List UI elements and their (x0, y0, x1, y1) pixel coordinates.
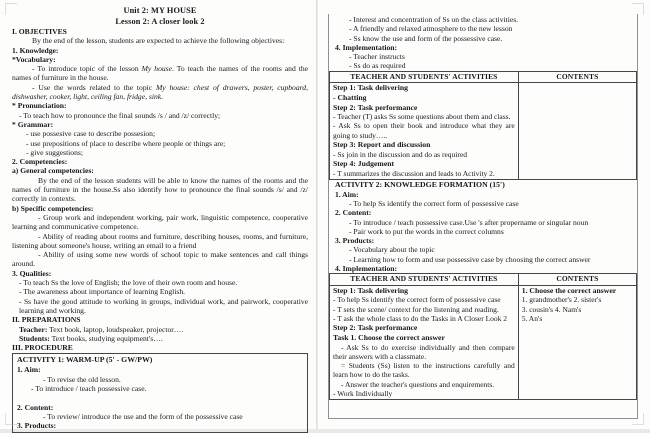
t1-step3: Step 3: Report and discussion (333, 140, 431, 150)
crop-mark-bottom-left (5, 413, 17, 425)
activity-1-implementation-1: - Teacher instructs (349, 52, 405, 62)
table-row (330, 83, 637, 179)
vocab-2-part-a: - Use the words related to the topic (32, 82, 156, 92)
activity-1-box (12, 353, 308, 433)
t2-item-whole-class: - T ask the whole class to do the Tasks in A Closer Look 2 (333, 314, 508, 324)
activity-1-product-1: - Interest and concentration of Ss on the class activities. (349, 15, 519, 24)
qualities-heading: 3. Qualities: (12, 268, 52, 278)
activity-1-spacer (17, 393, 304, 402)
vocab-1-part-b: . To teach the names of the rooms and the names of furniture in the house. (12, 64, 308, 83)
vocabulary-item-2 (12, 83, 308, 102)
activity-1-continued (329, 14, 637, 71)
table-header-row (330, 71, 637, 83)
table1-contents-cell (518, 83, 636, 179)
activity-1-product-3: - Ss know the use and form of the possessive case. (349, 33, 503, 43)
vocabulary-heading: *Vocabulary: (12, 54, 56, 64)
specific-competencies-heading: b) Specific competencies: (12, 203, 94, 213)
activity-1-aim-1: - To revise the old lesson. (43, 374, 121, 384)
t2-step2: Step 2: Task performance (333, 323, 418, 333)
preparations-students-label: Students: (19, 333, 50, 343)
quality-item-3: - Ss have the good attitude to working in groups, individual work, and pairwork, cooperative learning and working. (19, 296, 308, 315)
specific-competencies-item-2: - Ability of reading about rooms and furniture, describing houses, rooms, and furniture, listening about someone's house, writing an email to a friend (12, 231, 308, 250)
activity-1-aim-2: - To introduce / teach possessive case. (31, 383, 147, 393)
activity-1-table (329, 71, 637, 180)
t2-item-exercise: - Ask Ss to do exercise individually and then compare their answers with a classmate. (333, 342, 515, 361)
t2-step1: Step 1: Task delivering (333, 285, 408, 295)
table1-activities-cell (330, 83, 519, 179)
page-left (0, 0, 318, 429)
t2-item-help-ss: - To help Ss identify the correct form of possessive case (333, 295, 501, 305)
grammar-item-1: - use possesive case to describe possesion; (26, 129, 156, 139)
pronunciation-heading: * Pronunciation: (12, 101, 67, 111)
vocab-2-part-b: . (161, 92, 164, 102)
document-title-line2: Lesson 2: A closer look 2 (115, 16, 205, 26)
t1-step4: Step 4: Judgement (333, 158, 395, 168)
page-right-frame (328, 14, 638, 419)
t1-step1: Step 1: Task delivering (333, 83, 408, 93)
activity-2-aim-1: - To help Ss identify the correct form of possessive case (349, 198, 519, 208)
activity-2-aim-heading: 1. Aim: (335, 189, 359, 199)
preparations-teacher (12, 325, 308, 334)
activity-1-products-heading: 3. Products: (17, 421, 57, 431)
t1-chatting: - Chatting (333, 92, 367, 102)
t1-item-discussion: - Ss join in the discussion and do as required (333, 149, 467, 159)
specific-competencies-item-3: - Ability of using some new words of school topic to make sentences and call things around. (12, 250, 308, 269)
table2-contents-cell (518, 285, 636, 399)
procedure-heading: III. PROCEDURE (12, 343, 73, 353)
vocab-2-emphasis: My house: chest of drawers, poster, cupboard, dishwasher, cooker, light, ceiling fan, fridge, sink (12, 82, 308, 102)
activity-2-content-heading: 2. Content: (335, 208, 372, 218)
vocabulary-item-1 (12, 64, 308, 83)
table1-col2-header: CONTENTS (518, 71, 636, 83)
t2-item-work-individually: - Work Individually (333, 389, 393, 399)
t2-task1-title: Task 1. Choose the correct answer (333, 332, 445, 342)
activity-1-content-heading: 2. Content: (17, 402, 54, 412)
t2-answers-row-1: 1. grandmother's 2. sister's (521, 295, 602, 305)
quality-item-2: - The awareness about importance of learning English. (19, 287, 186, 297)
document-title-line1: Unit 2: MY HOUSE (123, 6, 197, 15)
objectives-intro: By the end of the lesson, students are expected to achieve the following objectives: (32, 36, 285, 46)
general-competencies-heading: a) General competencies: (12, 166, 94, 176)
activity-1-aim-heading: 1. Aim: (17, 365, 41, 375)
activity-1-implementation-heading: 4. Implementation: (335, 42, 398, 52)
crop-mark-bottom-right (632, 413, 644, 425)
objectives-heading: I. OBJECTIVES (12, 27, 67, 36)
table-row (330, 285, 637, 399)
activity-1-content-1: - To review/ introduce the use and the form of the possessive case (43, 411, 243, 421)
activity-2-table (329, 273, 637, 400)
t2-contents-title: 1. Choose the correct answer (521, 285, 617, 295)
crop-mark-top-left (5, 3, 17, 15)
activity-2-implementation-heading: 4. Implementation: (335, 264, 398, 273)
table-header-row (330, 274, 637, 286)
general-competencies-text: By the end of the lesson students will be able to know the names of the rooms and the names of furniture in the house.Ss also identify how to pronounce the final sounds /s/ and /z/ correctly in contexts. (12, 175, 308, 204)
pronunciation-item: - To teach how to pronounce the final sounds /s / and /z/ correctly; (19, 110, 221, 120)
t1-item-teacher-asks: - Teacher (T) asks Ss some questions about them and class. (333, 112, 511, 122)
t1-item-summarize: - T summarizes the discussion and leads to Activity 2. (333, 168, 495, 178)
table2-col1-header: TEACHER AND STUDENTS' ACTIVITIES (330, 274, 519, 286)
activity-2-block (329, 180, 637, 273)
grammar-item-3: - give suggestions; (26, 147, 83, 157)
vocab-1-part-a: - To introduce topic of the lesson (32, 64, 142, 74)
activity-2-title: ACTIVITY 2: KNOWLEDGE FORMATION (15') (335, 179, 505, 189)
t1-item-open-book: - Ask Ss to open their book and introduce what they are going to study….. (333, 121, 515, 140)
t2-answers-row-3: 5. An's (521, 314, 543, 324)
t2-answers-row-2: 3. cousin's 4. Nam's (521, 304, 582, 314)
t2-item-answer: - Answer the teacher's questions and enquirements. (341, 379, 495, 389)
preparations-heading: II. PREPARATIONS (12, 315, 81, 325)
preparations-teacher-text: Text book, laptop, loudspeaker, projector…. (47, 324, 184, 334)
preparations-teacher-label: Teacher: (19, 324, 48, 334)
activity-2-product-2: - Learning how to form and use possessive case by choosing the correct answer (349, 254, 591, 264)
competencies-heading: 2. Competencies: (12, 157, 68, 167)
grammar-heading: * Grammar: (12, 119, 54, 129)
preparations-students (12, 334, 308, 343)
activity-2-product-1: - Vocabulary about the topic (349, 245, 435, 255)
t2-item-listen: = Students (Ss) listen to the instructions carefully and learn how to do the tasks. (333, 361, 515, 380)
activity-1-implementation-2: - Ss do as required (349, 61, 406, 71)
grammar-item-2: - use prepositions of place to describe where people or things are; (26, 138, 226, 148)
crop-mark-top-right (632, 3, 644, 15)
t2-item-sets-scene: - T sets the scene/ context for the listening and reading. (333, 304, 499, 314)
specific-competencies-item-1: - Group work and independent working, pair work, linguistic competence, cooperative learning and communicative competence. (12, 212, 308, 232)
activity-2-products-heading: 3. Products: (335, 236, 375, 246)
table1-col1-header: TEACHER AND STUDENTS' ACTIVITIES (330, 71, 519, 83)
preparations-students-text: Text books, studying equipment's…. (49, 333, 163, 343)
activity-1-title: ACTIVITY 1: WARM-UP (5' - GW/PW) (17, 355, 153, 365)
table2-col2-header: CONTENTS (518, 274, 636, 286)
quality-item-1: - To teach Ss the love of English; the love of their own room and house. (19, 278, 238, 288)
page-right (318, 0, 650, 429)
table2-activities-cell (330, 285, 519, 399)
knowledge-heading: 1. Knowledge: (12, 45, 59, 55)
activity-2-content-1: - To introduce / teach possessive case.Use 's after propername or singular noun (349, 217, 589, 227)
vocab-1-emphasis: My house (141, 64, 172, 74)
activity-2-content-2: - Pair work to put the words in the correct columns (349, 226, 504, 236)
t1-step2: Step 2: Task performance (333, 102, 418, 112)
activity-1-product-2: - A friendly and relaxed atmosphere to the new lesson (349, 24, 513, 34)
